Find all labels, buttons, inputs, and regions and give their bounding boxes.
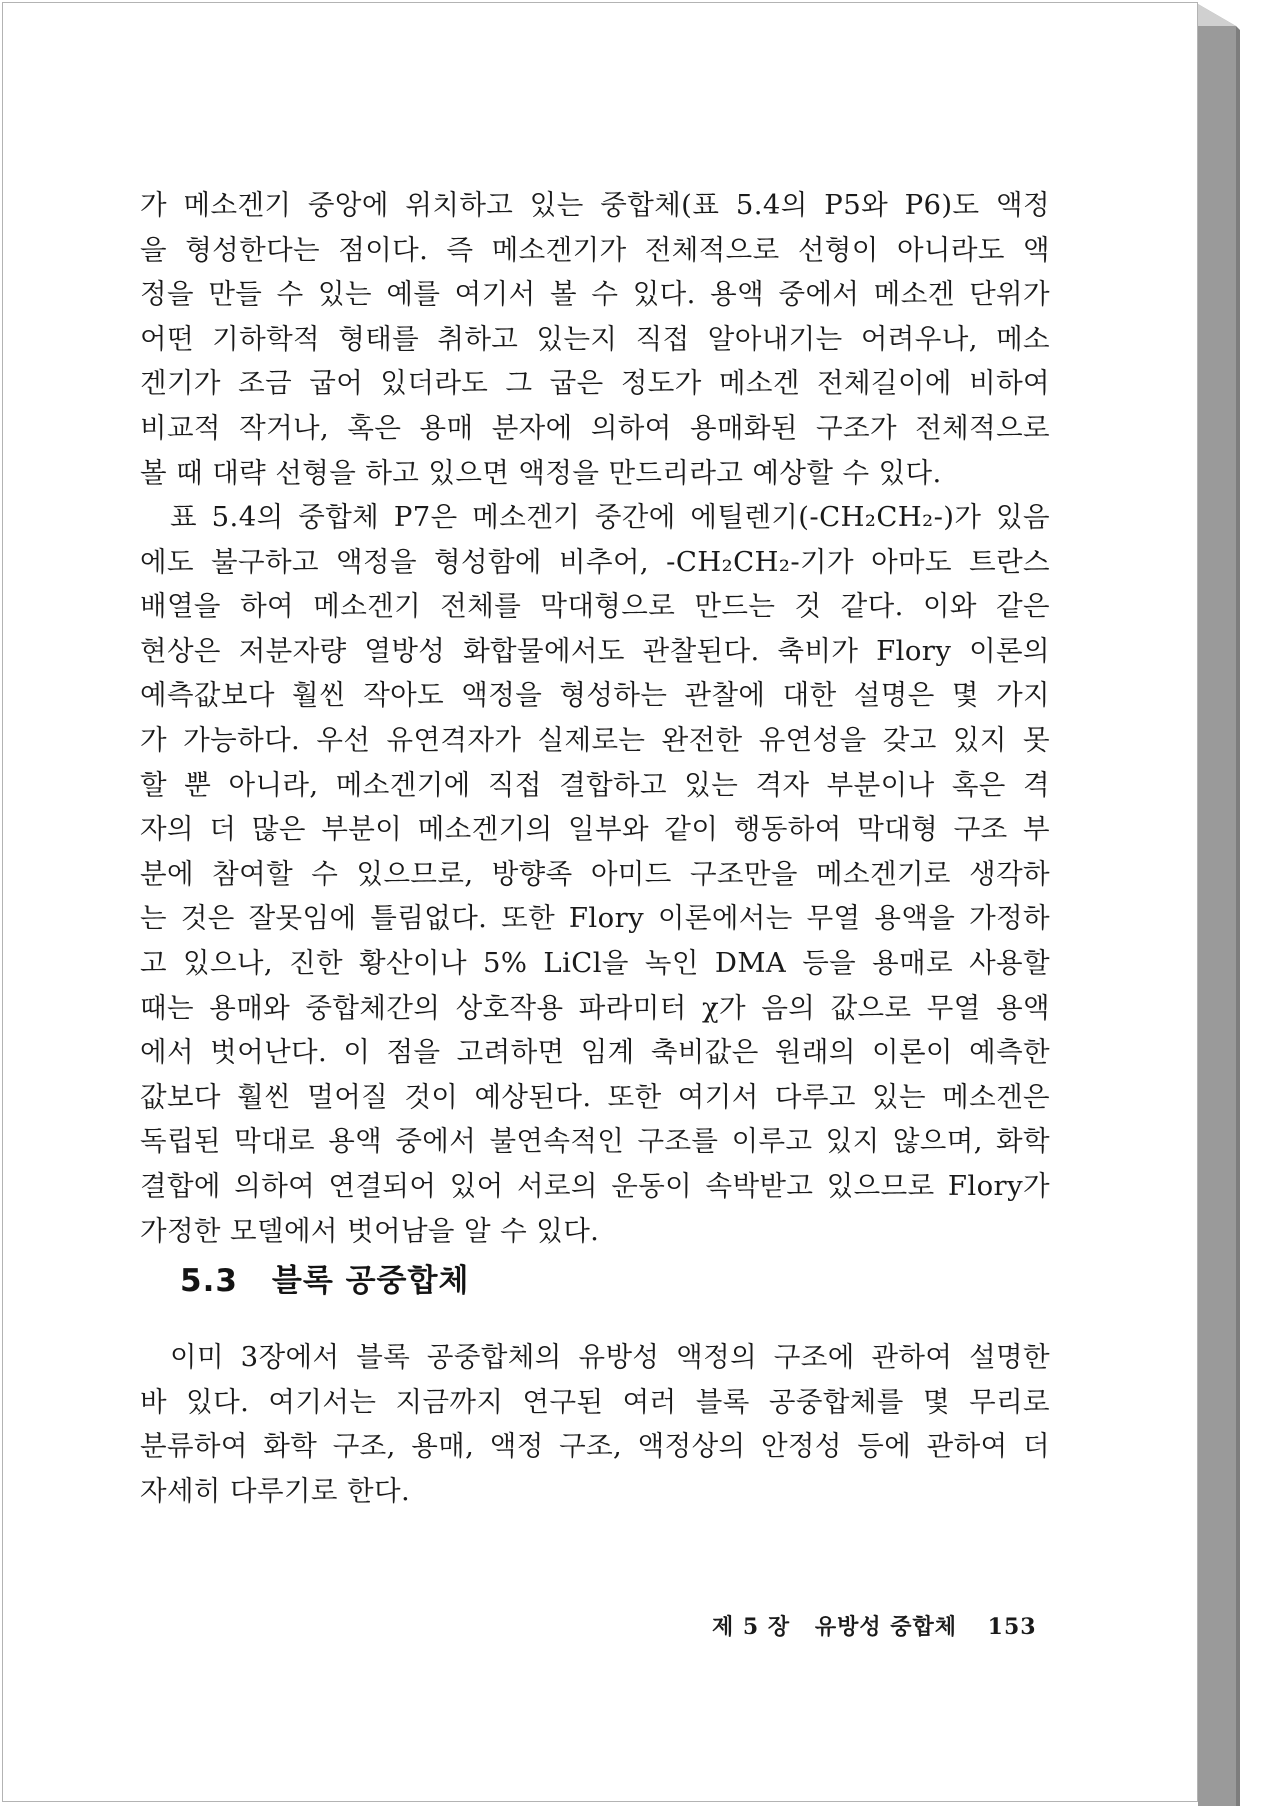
page-number: 153 <box>987 1614 1037 1640</box>
text-line: 현상은 저분자량 열방성 화합물에서도 관찰된다. 축비가 Flory 이론의 <box>140 634 1050 667</box>
text-line: 자세히 다루기로 한다. <box>140 1474 411 1507</box>
footer-chapter-title: 유방성 중합체 <box>814 1614 957 1640</box>
running-footer <box>712 1610 1037 1641</box>
text-line: 배열을 하여 메소겐기 전체를 막대형으로 만드는 것 같다. 이와 같은 <box>140 590 1050 623</box>
text-line: 정을 만들 수 있는 예를 여기서 볼 수 있다. 용액 중에서 메소겐 단위가 <box>140 278 1050 311</box>
text-line: 분류하여 화학 구조, 용매, 액정 구조, 액정상의 안정성 등에 관하여 더 <box>140 1430 1050 1463</box>
text-line: 겐기가 조금 굽어 있더라도 그 굽은 정도가 메소겐 전체길이에 비하여 <box>140 367 1050 400</box>
text-line: 독립된 막대로 용액 중에서 불연속적인 구조를 이루고 있지 않으며, 화학 <box>140 1125 1050 1158</box>
section-title: 블록 공중합체 <box>271 1263 470 1299</box>
paragraph-p7-explanation <box>140 495 1050 1253</box>
text-line: 비교적 작거나, 혹은 용매 분자에 의하여 용매화된 구조가 전체적으로 <box>140 411 1050 444</box>
text-line: 예측값보다 훨씬 작아도 액정을 형성하는 관찰에 대한 설명은 몇 가지 <box>140 679 1050 712</box>
paragraph-block-copolymer-intro <box>140 1335 1050 1513</box>
text-line: 는 것은 잘못임에 틀림없다. 또한 Flory 이론에서는 무열 용액을 가정하 <box>140 902 1050 935</box>
text-line: 볼 때 대략 선형을 하고 있으면 액정을 만드리라고 예상할 수 있다. <box>140 456 942 489</box>
text-line: 어떤 기하학적 형태를 취하고 있는지 직접 알아내기는 어려우나, 메소 <box>140 322 1050 355</box>
text-line: 가 메소겐기 중앙에 위치하고 있는 중합체(표 5.4의 P5와 P6)도 액정 <box>140 189 1050 221</box>
text-line: 에도 불구하고 액정을 형성함에 비추어, -CH₂CH₂-기가 아마도 트란스 <box>140 545 1050 578</box>
text-line: 할 뿐 아니라, 메소겐기에 직접 결합하고 있는 격자 부분이나 혹은 격 <box>140 768 1050 801</box>
text-line: 결합에 의하여 연결되어 있어 서로의 운동이 속박받고 있으므로 Flory가 <box>140 1169 1050 1202</box>
paragraph-continuation <box>140 183 1050 495</box>
text-line: 을 형성한다는 점이다. 즉 메소겐기가 전체적으로 선형이 아니라도 액 <box>140 233 1050 266</box>
text-line: 때는 용매와 중합체간의 상호작용 파라미터 χ가 음의 값으로 무열 용액 <box>140 991 1050 1024</box>
text-line: 에서 벗어난다. 이 점을 고려하면 임계 축비값은 원래의 이론이 예측한 <box>140 1036 1050 1069</box>
section-heading <box>180 1255 469 1300</box>
text-line: 분에 참여할 수 있으므로, 방향족 아미드 구조만을 메소겐기로 생각하 <box>140 857 1050 890</box>
text-line: 이미 3장에서 블록 공중합체의 유방성 액정의 구조에 관하여 설명한 <box>170 1341 1050 1373</box>
text-line: 자의 더 많은 부분이 메소겐기의 일부와 같이 행동하여 막대형 구조 부 <box>140 813 1050 846</box>
text-line: 값보다 훨씬 멀어질 것이 예상된다. 또한 여기서 다루고 있는 메소겐은 <box>140 1080 1050 1113</box>
text-line: 가 가능하다. 우선 유연격자가 실제로는 완전한 유연성을 갖고 있지 못 <box>140 723 1050 756</box>
text-line: 바 있다. 여기서는 지금까지 연구된 여러 블록 공중합체를 몇 무리로 <box>140 1385 1050 1418</box>
text-line: 표 5.4의 중합체 P7은 메소겐기 중간에 에틸렌기(-CH₂CH₂-)가 있음 <box>170 501 1050 533</box>
section-number: 5.3 <box>180 1263 238 1299</box>
footer-chapter: 제 5 장 <box>712 1614 791 1640</box>
text-line: 가정한 모델에서 벗어남을 알 수 있다. <box>140 1214 600 1247</box>
text-line: 고 있으나, 진한 황산이나 5% LiCl을 녹인 DMA 등을 용매로 사용할 <box>140 946 1050 979</box>
